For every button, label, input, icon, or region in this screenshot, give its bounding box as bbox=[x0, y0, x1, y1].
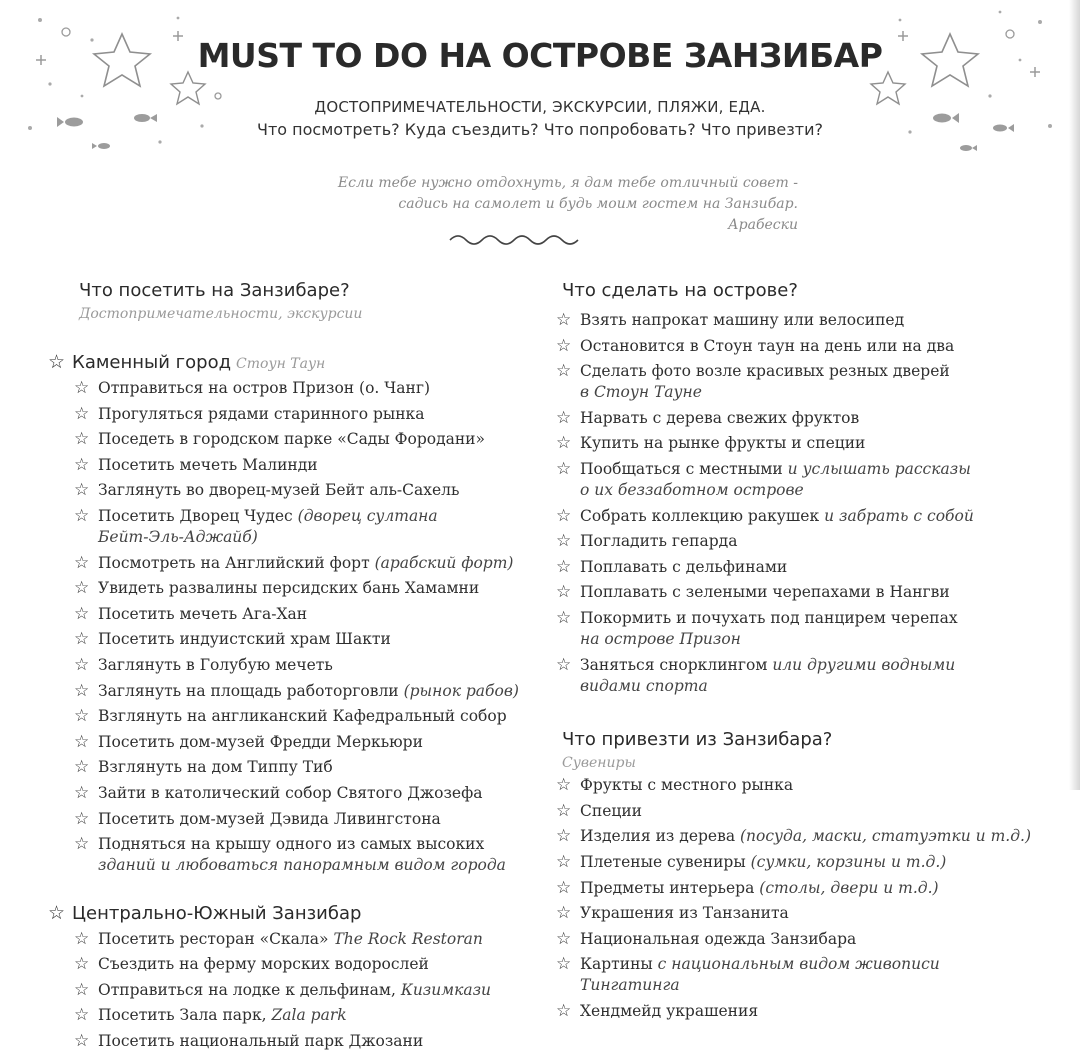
star-icon: ☆ bbox=[74, 757, 90, 778]
souvenirs-list bbox=[556, 775, 1071, 1022]
star-icon: ☆ bbox=[556, 607, 572, 628]
star-icon: ☆ bbox=[74, 782, 90, 803]
list-item bbox=[74, 604, 568, 625]
things-to-do-list bbox=[556, 310, 1071, 697]
item-text: Заглянуть в Голубую мечеть bbox=[98, 655, 333, 674]
star-icon: ☆ bbox=[556, 458, 572, 479]
item-text: Национальная одежда Занзибара bbox=[580, 929, 857, 948]
item-text: Посетить мечеть Ага-Хан bbox=[98, 604, 308, 623]
star-icon: ☆ bbox=[556, 531, 572, 552]
item-text: Посетить Дворец Чудес bbox=[98, 506, 293, 525]
star-icon: ☆ bbox=[74, 552, 90, 573]
star-icon: ☆ bbox=[556, 654, 572, 675]
quote-block bbox=[338, 173, 798, 236]
item-text: Погладить гепарда bbox=[580, 532, 738, 551]
star-icon: ☆ bbox=[74, 680, 90, 701]
item-note: The Rock Restoran bbox=[333, 929, 483, 948]
star-icon: ☆ bbox=[556, 505, 572, 526]
list-item bbox=[74, 706, 568, 727]
list-item bbox=[74, 929, 568, 950]
item-text: Отправиться на лодке к дельфинам, bbox=[98, 980, 396, 999]
item-text: Взять напрокат машину или велосипед bbox=[580, 311, 905, 329]
list-item bbox=[74, 954, 568, 975]
star-icon: ☆ bbox=[74, 834, 90, 855]
star-icon: ☆ bbox=[74, 1005, 90, 1026]
item-text: Поплавать с зелеными черепахами в Нангви bbox=[580, 583, 950, 602]
star-icon: ☆ bbox=[74, 403, 90, 424]
item-text: Пообщаться с местными bbox=[580, 459, 783, 478]
item-text: Посетить мечеть Малинди bbox=[98, 455, 318, 474]
list-item bbox=[74, 681, 568, 702]
quote-line-2: садись на самолет и будь моим гостем на Занзибар. bbox=[398, 196, 798, 212]
item-text: Отправиться на остров Призон (о. Чанг) bbox=[98, 379, 430, 397]
list-item bbox=[556, 608, 1071, 650]
star-icon: ☆ bbox=[74, 480, 90, 501]
item-note: (сумки, корзины и т.д.) bbox=[750, 852, 947, 871]
wave-divider-icon bbox=[448, 232, 580, 248]
page-subtitle: ДОСТОПРИМЕЧАТЕЛЬНОСТИ, ЭКСКУРСИИ, ПЛЯЖИ, ЕДА. bbox=[314, 98, 766, 116]
item-text: Посетить дом-музей Дэвида Ливингстона bbox=[98, 809, 441, 828]
item-note: (посуда, маски, статуэтки и т.д.) bbox=[740, 827, 1032, 846]
item-text: Заняться снорклингом bbox=[580, 655, 768, 674]
group-name: Каменный город bbox=[72, 352, 232, 373]
star-icon: ☆ bbox=[556, 800, 572, 821]
item-text: Заглянуть во дворец-музей Бейт аль-Сахель bbox=[98, 481, 460, 500]
item-note: и услышать рассказы bbox=[787, 459, 971, 478]
item-text: Посетить ресторан «Скала» bbox=[98, 929, 329, 948]
item-note-line2: Бейт-Эль-Аджайб) bbox=[98, 527, 258, 546]
star-icon: ☆ bbox=[74, 954, 90, 975]
group-stone-town-title bbox=[48, 348, 568, 376]
star-icon: ☆ bbox=[74, 629, 90, 650]
item-text: Посмотреть на Английский форт bbox=[98, 553, 370, 572]
list-item bbox=[556, 310, 1071, 331]
star-icon: ☆ bbox=[556, 775, 572, 796]
page-title: MUST TO DO НА ОСТРОВЕ ЗАНЗИБАР bbox=[197, 36, 883, 75]
star-icon: ☆ bbox=[48, 901, 66, 924]
star-icon: ☆ bbox=[74, 654, 90, 675]
item-note-line2: в Стоун Тауне bbox=[580, 383, 702, 402]
item-text: Собрать коллекцию ракушек bbox=[580, 506, 820, 525]
item-text: Нарвать с дерева свежих фруктов bbox=[580, 408, 860, 427]
item-text: Посетить национальный парк Джозани bbox=[98, 1032, 424, 1051]
item-text: Остановится в Стоун таун на день или на два bbox=[580, 336, 955, 355]
list-item bbox=[74, 455, 568, 476]
list-item bbox=[74, 429, 568, 450]
list-item bbox=[556, 655, 1071, 697]
item-note: и забрать с собой bbox=[824, 506, 974, 525]
star-icon: ☆ bbox=[556, 361, 572, 382]
right-section1-title: Что сделать на острове? bbox=[562, 280, 798, 301]
star-icon: ☆ bbox=[74, 1031, 90, 1052]
item-note-line2: видами спорта bbox=[580, 676, 708, 695]
quote-line-1: Если тебе нужно отдохнуть, я дам тебе отличный совет - bbox=[337, 175, 798, 191]
group-name: Центрально-Южный Занзибар bbox=[72, 902, 362, 924]
item-text: Купить на рынке фрукты и специи bbox=[580, 434, 866, 453]
list-item bbox=[556, 506, 1071, 527]
list-item bbox=[556, 582, 1071, 603]
item-note: Zala park bbox=[271, 1006, 347, 1025]
item-text: Поседеть в городском парке «Сады Фородани» bbox=[98, 430, 486, 449]
star-icon: ☆ bbox=[556, 582, 572, 603]
list-item bbox=[556, 459, 1071, 501]
list-item bbox=[74, 655, 568, 676]
right-section2-title: Что привезти из Занзибара? bbox=[562, 729, 833, 751]
list-item bbox=[74, 506, 568, 548]
list-item bbox=[556, 826, 1071, 847]
star-icon: ☆ bbox=[556, 1000, 572, 1021]
list-item bbox=[74, 378, 568, 399]
list-item bbox=[556, 361, 1071, 403]
item-text: Подняться на крышу одного из самых высоких bbox=[98, 835, 485, 854]
list-item bbox=[556, 433, 1071, 454]
list-item bbox=[74, 480, 568, 501]
star-icon: ☆ bbox=[74, 578, 90, 599]
list-item bbox=[74, 404, 568, 425]
star-icon: ☆ bbox=[74, 603, 90, 624]
left-section-subtitle: Достопримечательности, экскурсии bbox=[79, 306, 363, 322]
item-note-line2: о их беззаботном острове bbox=[580, 480, 804, 499]
item-text: Специи bbox=[580, 801, 642, 820]
list-item bbox=[556, 408, 1071, 429]
star-icon: ☆ bbox=[556, 407, 572, 428]
list-item bbox=[556, 852, 1071, 873]
stone-town-list bbox=[48, 378, 568, 876]
item-note-line2: зданий и любоваться панорамным видом города bbox=[98, 856, 506, 875]
group-central-south-title bbox=[48, 899, 568, 927]
list-item bbox=[74, 783, 568, 804]
list-item bbox=[556, 557, 1071, 578]
star-icon: ☆ bbox=[556, 310, 572, 330]
left-section-title: Что посетить на Занзибаре? bbox=[79, 280, 350, 301]
list-item bbox=[74, 732, 568, 753]
item-note-line2: Тингатинга bbox=[580, 976, 680, 995]
list-item bbox=[74, 980, 568, 1001]
item-note: (дворец султана bbox=[297, 506, 438, 525]
star-icon: ☆ bbox=[74, 979, 90, 1000]
star-icon: ☆ bbox=[74, 378, 90, 398]
item-text: Взглянуть на дом Типпу Тиб bbox=[98, 758, 333, 777]
item-text: Увидеть развалины персидских бань Хамамни bbox=[98, 579, 480, 598]
item-text: Сделать фото возле красивых резных дверей bbox=[580, 362, 950, 381]
star-icon: ☆ bbox=[74, 706, 90, 727]
central-south-list bbox=[48, 929, 568, 1052]
item-text: Украшения из Танзанита bbox=[580, 904, 789, 923]
item-note: (столы, двери и т.д.) bbox=[759, 878, 939, 897]
item-text: Посетить индуистский храм Шакти bbox=[98, 630, 391, 649]
item-note: или другими водными bbox=[772, 655, 956, 674]
item-text: Предметы интерьера bbox=[580, 878, 755, 897]
list-item bbox=[74, 834, 568, 876]
item-text: Посетить Зала парк, bbox=[98, 1006, 267, 1025]
item-text: Хендмейд украшения bbox=[580, 1001, 759, 1020]
group-sub: Стоун Таун bbox=[236, 356, 326, 372]
list-item bbox=[74, 1005, 568, 1026]
star-icon: ☆ bbox=[48, 351, 66, 373]
list-item bbox=[74, 553, 568, 574]
list-item bbox=[556, 775, 1071, 796]
item-text: Картины bbox=[580, 955, 653, 974]
item-note: с национальным видом живописи bbox=[657, 955, 940, 974]
star-icon: ☆ bbox=[74, 505, 90, 526]
item-text: Посетить дом-музей Фредди Меркьюри bbox=[98, 732, 423, 751]
star-icon: ☆ bbox=[556, 928, 572, 949]
star-icon: ☆ bbox=[74, 454, 90, 475]
item-note: (арабский форт) bbox=[374, 553, 514, 572]
right-column bbox=[556, 278, 1071, 1026]
item-text: Покормить и почухать под панцирем черепах bbox=[580, 608, 958, 627]
item-text: Прогуляться рядами старинного рынка bbox=[98, 404, 425, 423]
star-icon: ☆ bbox=[74, 731, 90, 752]
star-icon: ☆ bbox=[74, 928, 90, 949]
star-icon: ☆ bbox=[556, 954, 572, 975]
list-item bbox=[74, 629, 568, 650]
right-section2-subtitle: Сувениры bbox=[562, 755, 636, 772]
star-icon: ☆ bbox=[556, 556, 572, 577]
star-icon: ☆ bbox=[556, 851, 572, 872]
star-icon: ☆ bbox=[556, 903, 572, 924]
item-note-line2: на острове Призон bbox=[580, 629, 741, 648]
star-icon: ☆ bbox=[556, 826, 572, 847]
star-icon: ☆ bbox=[556, 877, 572, 898]
list-item bbox=[74, 809, 568, 830]
list-item bbox=[556, 878, 1071, 899]
list-item bbox=[556, 1001, 1071, 1022]
star-icon: ☆ bbox=[556, 433, 572, 454]
page-questions: Что посмотреть? Куда съездить? Что попробовать? Что привезти? bbox=[257, 120, 823, 139]
star-icon: ☆ bbox=[74, 808, 90, 829]
list-item bbox=[556, 929, 1071, 950]
left-column bbox=[48, 278, 568, 1057]
item-note: Кизимкази bbox=[400, 980, 492, 999]
list-item bbox=[74, 1031, 568, 1052]
sea-decoration bbox=[0, 0, 1080, 170]
list-item bbox=[556, 954, 1071, 996]
item-text: Изделия из дерева bbox=[580, 827, 736, 846]
star-icon: ☆ bbox=[556, 335, 572, 356]
item-text: Фрукты с местного рынка bbox=[580, 776, 794, 795]
item-text: Плетеные сувениры bbox=[580, 852, 746, 871]
item-text: Зайти в католический собор Святого Джозефа bbox=[98, 783, 483, 802]
list-item bbox=[556, 903, 1071, 924]
item-text: Заглянуть на площадь работорговли bbox=[98, 681, 399, 700]
item-text: Поплавать с дельфинами bbox=[580, 557, 788, 576]
list-item bbox=[556, 336, 1071, 357]
list-item bbox=[556, 801, 1071, 822]
list-item bbox=[74, 757, 568, 778]
star-icon: ☆ bbox=[74, 429, 90, 450]
list-item bbox=[74, 578, 568, 599]
quote-author: Арабески bbox=[728, 217, 798, 233]
item-text: Съездить на ферму морских водорослей bbox=[98, 955, 429, 974]
item-note: (рынок рабов) bbox=[403, 681, 519, 700]
list-item bbox=[556, 531, 1071, 552]
item-text: Взглянуть на англиканский Кафедральный собор bbox=[98, 707, 507, 726]
